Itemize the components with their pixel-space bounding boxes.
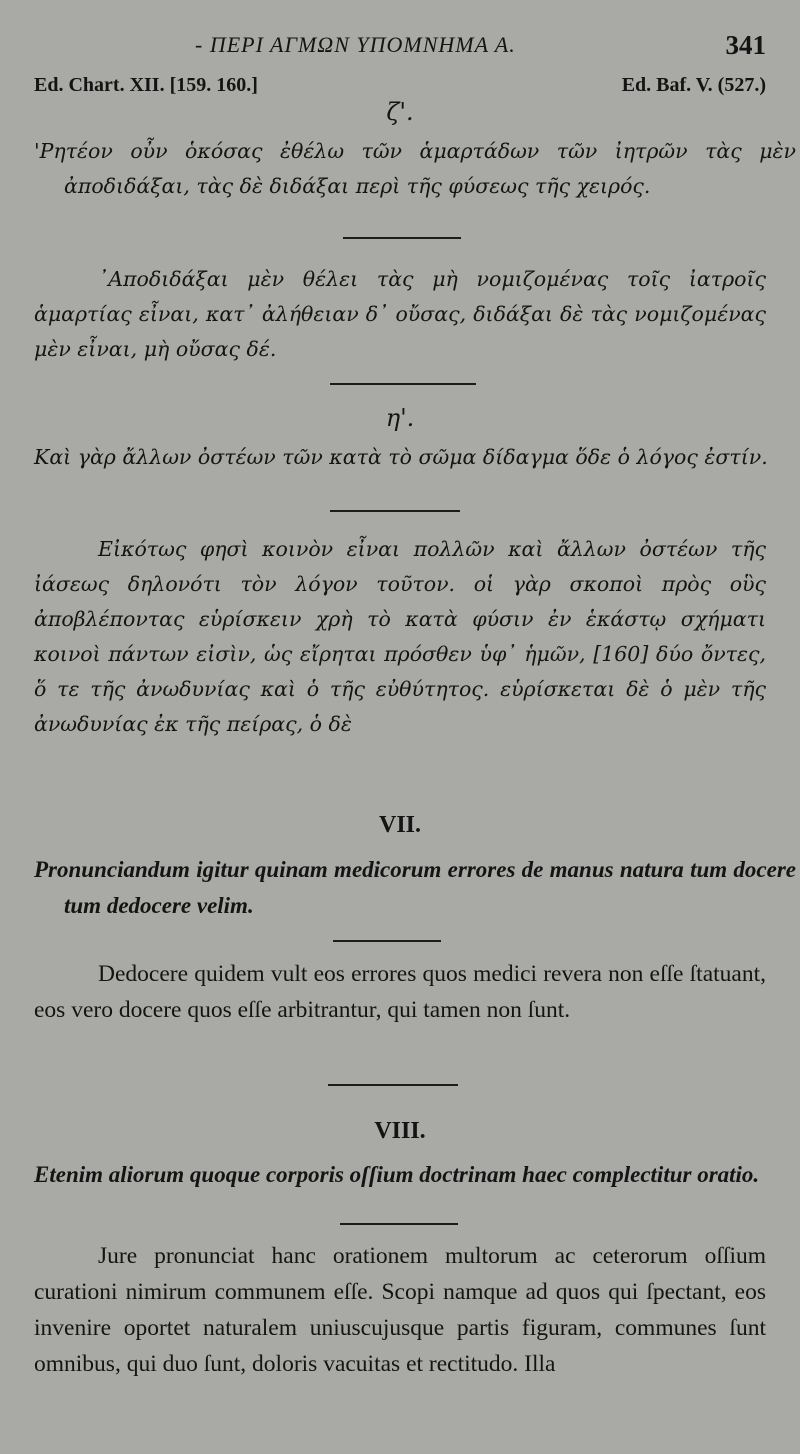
latin-section-8-lemma: Etenim aliorum quoque corporis oſſium doctrinam haec complectitur oratio.	[34, 1162, 760, 1187]
latin-section-7-number: VII.	[378, 812, 421, 838]
section-divider	[330, 510, 460, 512]
section-divider	[328, 1084, 458, 1086]
greek-section-8-commentary: Εἰκότως φησὶ κοινὸν εἶναι πολλῶν καὶ ἄλλων ὀστέων τῆς ἰάσεως δηλονότι τὸν λόγον τοῦτον. οἱ γὰρ σκοποὶ πρὸς οὓς ἀποβλέποντας εὑρίσκειν χρὴ τὸ κατὰ φύσιν ἐν ἑκάστῳ σχήματι κοινοὶ πάντων εἰσὶν, ὡς εἴρηται πρόσθεν ὑφ᾿ ἡμῶν, [160] δύο ὄντες, ὅ τε τῆς ἀνωδυνίας καὶ ὁ τῆς εὐθύτητος. εὑρίσκεται δὲ ὁ μὲν τῆς ἀνωδυνίας ἐκ τῆς πείρας, ὁ δὲ	[34, 537, 766, 736]
section-divider	[333, 940, 441, 942]
running-head-title: - ΠΕΡΙ ΑΓΜΩΝ ΥΠΟΜΝΗΜΑ Α.	[195, 32, 516, 57]
running-head	[0, 30, 800, 62]
greek-section-7-lemma: 'Ρητέον οὖν ὁκόσας ἐθέλω τῶν ἁμαρτάδων τῶν ἰητρῶν τὰς μὲν ἀποδιδάξαι, τὰς δὲ διδάξαι περὶ τῆς φύσεως τῆς χειρός.	[34, 139, 796, 198]
edition-chart-ref: Ed. Chart. XII. [159. 160.]	[34, 74, 258, 96]
latin-section-8-commentary: Jure pronunciat hanc orationem multorum ac ceterorum oſſium curationi nimirum communem eſſe. Scopi namque ad quos qui ſpectant, eos invenire oportet naturalem uniuscujusque partis figuram, communes ſunt omnibus, qui duo ſunt, doloris vacuitas et rectitudo. Illa	[34, 1243, 766, 1377]
page-number: 341	[725, 30, 766, 60]
latin-section-7-lemma: Pronunciandum igitur quinam medicorum errores de manus natura tum docere tum dedocere velim.	[34, 857, 796, 918]
greek-section-7-commentary: ᾿Αποδιδάξαι μὲν θέλει τὰς μὴ νομιζομένας τοῖς ἰατροῖς ἁμαρτίας εἶναι, κατ᾿ ἀλήθειαν δ᾿ οὔσας, διδάξαι δὲ τὰς νομιζομένας μὲν εἶναι, μὴ οὔσας δέ.	[34, 267, 766, 361]
greek-section-7-number: ζ'.	[386, 98, 414, 126]
greek-section-8-lemma: Καὶ γὰρ ἄλλων ὀστέων τῶν κατὰ τὸ σῶμα δίδαγμα ὅδε ὁ λόγος ἐστίν.	[34, 445, 768, 469]
section-divider	[330, 383, 476, 385]
latin-section-8-number: VIII.	[374, 1118, 426, 1144]
edition-basel-ref: Ed. Baf. V. (527.)	[621, 74, 766, 96]
latin-section-7-commentary: Dedocere quidem vult eos errores quos medici revera non eſſe ſtatuant, eos vero docere quos eſſe arbitrantur, qui tamen non ſunt.	[34, 961, 766, 1023]
section-divider	[343, 237, 461, 239]
greek-section-8-number: η'.	[385, 404, 415, 432]
section-divider	[340, 1223, 458, 1225]
